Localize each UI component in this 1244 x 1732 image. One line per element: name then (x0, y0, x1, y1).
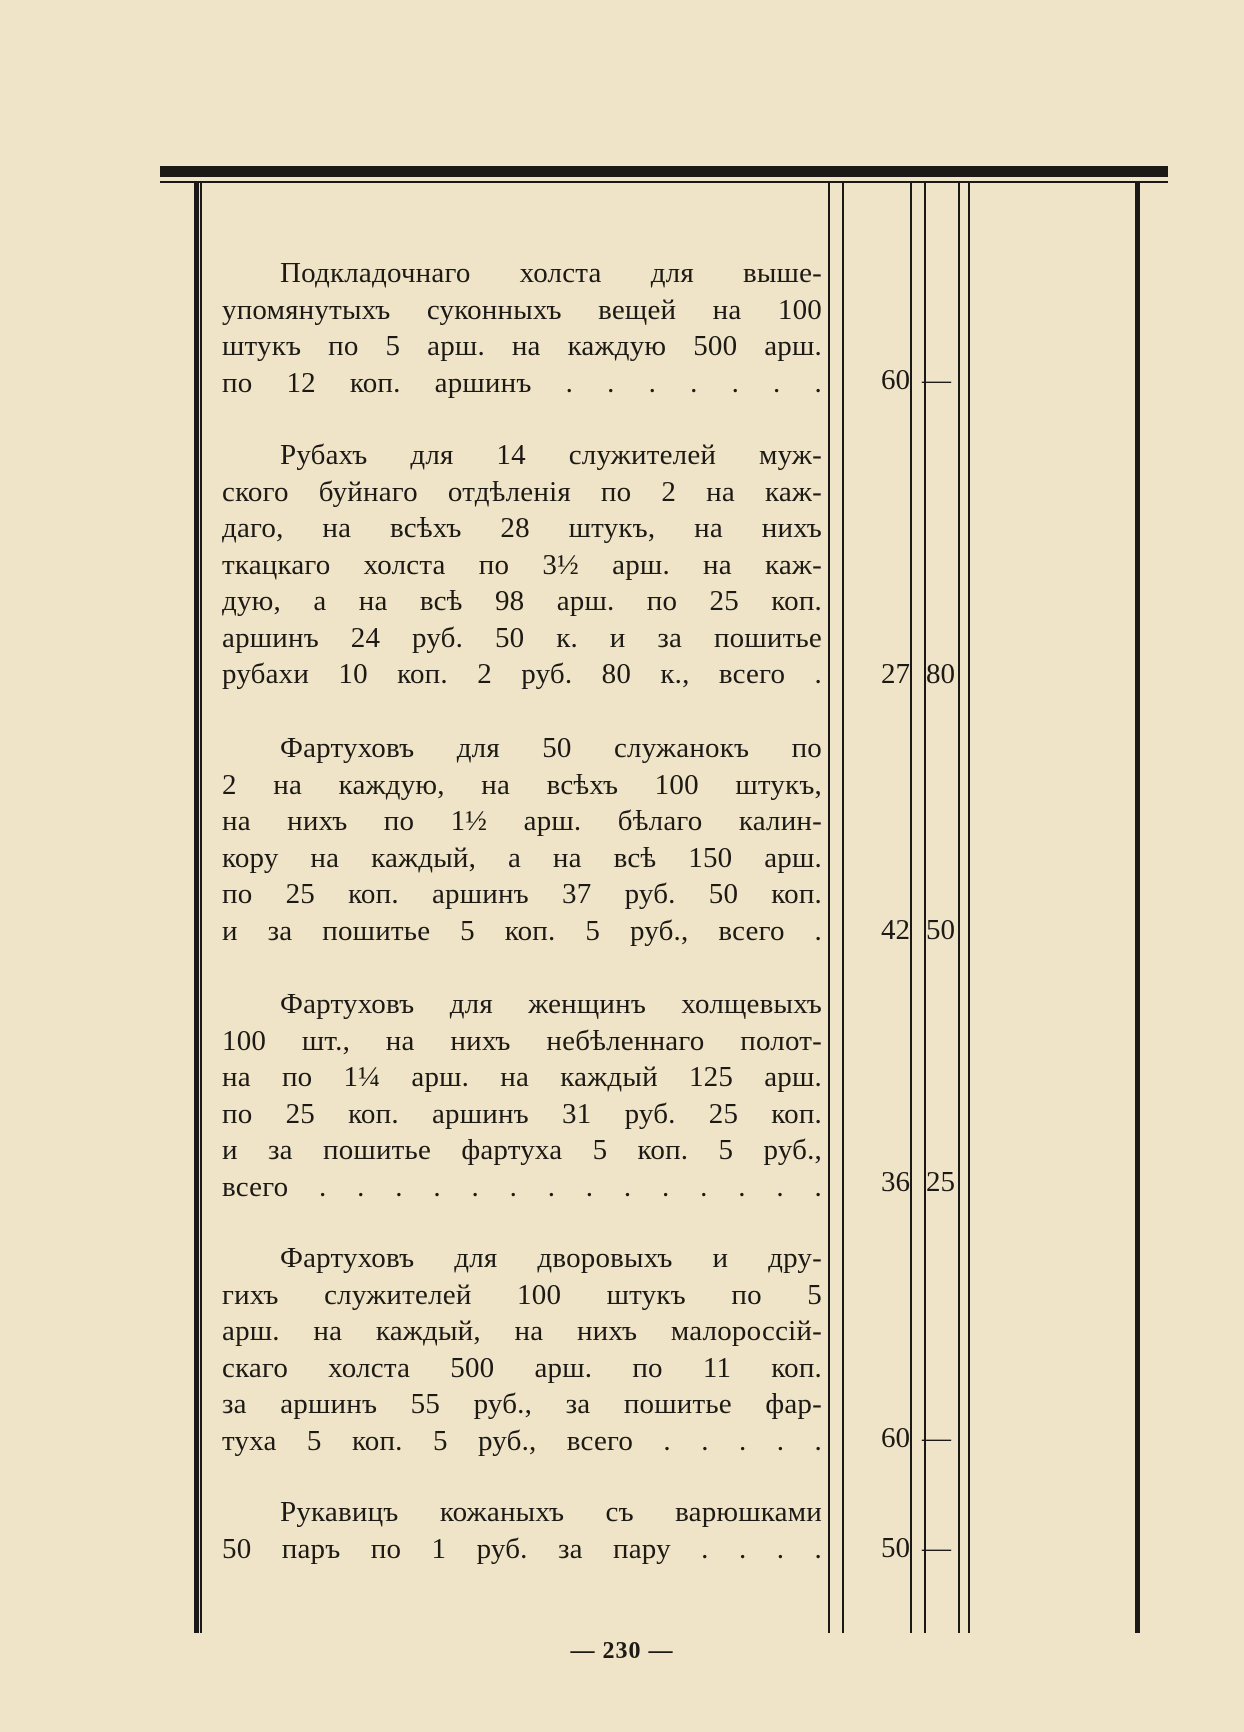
entry-line: туха 5 коп. 5 руб., всего . . . . . (222, 1424, 822, 1457)
entry-line: Фартуховъ для женщинъ холщевыхъ (280, 988, 822, 1020)
left-border-inner (200, 183, 202, 1633)
column-divider-text (828, 183, 830, 1633)
entry-line: Подкладочнаго холста для выше- (280, 257, 822, 289)
amount-rub: 36 (881, 1166, 910, 1198)
column-divider-kop (924, 183, 926, 1633)
entry-line: рубахи 10 коп. 2 руб. 80 к., всего . (222, 658, 822, 690)
right-border (1135, 183, 1140, 1633)
entry-line: всего . . . . . . . . . . . . . . (222, 1170, 822, 1203)
entry-line: по 12 коп. аршинъ . . . . . . . (222, 366, 822, 399)
entry-line: за аршинъ 55 руб., за пошитье фар- (222, 1388, 822, 1420)
entry-2 (222, 437, 822, 693)
entry-line: и за пошитье 5 коп. 5 руб., всего . (222, 914, 822, 947)
entry-line: гихъ служителей 100 штукъ по 5 (222, 1278, 822, 1311)
entry-4 (222, 986, 822, 1205)
left-border (194, 183, 199, 1633)
top-rule-thin (160, 181, 1168, 183)
entry-line: по 25 коп. аршинъ 37 руб. 50 коп. (222, 878, 822, 910)
entry-line: скаго холста 500 арш. по 11 коп. (222, 1351, 822, 1384)
amount-rub: 60 (881, 364, 910, 396)
top-rule (160, 166, 1168, 177)
entry-line: Рукавицъ кожаныхъ съ варюшками (280, 1496, 822, 1528)
entry-line: 2 на каждую, на всѣхъ 100 штукъ, (222, 768, 822, 801)
column-divider-end (968, 183, 970, 1633)
column-divider-text-inner (842, 183, 844, 1633)
entry-line: аршинъ 24 руб. 50 к. и за пошитье (222, 621, 822, 654)
entry-line: на по 1¼ арш. на каждый 125 арш. (222, 1061, 822, 1093)
entry-line: по 25 коп. аршинъ 31 руб. 25 коп. (222, 1097, 822, 1130)
column-divider-rub (910, 183, 912, 1633)
entry-line: упомянутыхъ суконныхъ вещей на 100 (222, 293, 822, 326)
entry-line: 100 шт., на нихъ небѣленнаго полот- (222, 1024, 822, 1057)
amount-rub: 42 (881, 914, 910, 946)
entry-line: даго, на всѣхъ 28 штукъ, на нихъ (222, 512, 822, 544)
entry-line: Фартуховъ для 50 служанокъ по (280, 732, 822, 764)
entry-line: и за пошитье фартуха 5 коп. 5 руб., (222, 1134, 822, 1166)
entry-line: Фартуховъ для дворовыхъ и дру- (280, 1242, 822, 1274)
amount-rub: 27 (881, 658, 910, 690)
entry-3 (222, 730, 822, 949)
entry-6 (222, 1494, 822, 1567)
entry-line: дую, а на всѣ 98 арш. по 25 коп. (222, 585, 822, 617)
entry-line: ткацкаго холста по 3½ арш. на каж- (222, 548, 822, 581)
amount-kop: 80 (926, 658, 955, 690)
amount-kop: — (922, 1532, 951, 1564)
amount-kop: 25 (926, 1166, 955, 1198)
entry-line: штукъ по 5 арш. на каждую 500 арш. (222, 330, 822, 362)
entry-line: ского буйнаго отдѣленія по 2 на каж- (222, 475, 822, 508)
entry-line: арш. на каждый, на нихъ малороссій- (222, 1315, 822, 1347)
entry-line: кору на каждый, а на всѣ 150 арш. (222, 841, 822, 874)
entry-line: 50 паръ по 1 руб. за пару . . . . (222, 1532, 822, 1565)
entry-1 (222, 255, 822, 401)
column-divider-kop-right (958, 183, 960, 1633)
entry-line: Рубахъ для 14 служителей муж- (280, 439, 822, 471)
entry-5 (222, 1240, 822, 1459)
amount-kop: 50 (926, 914, 955, 946)
amount-rub: 60 (881, 1422, 910, 1454)
amount-kop: — (922, 364, 951, 396)
amount-kop: — (922, 1422, 951, 1454)
amount-rub: 50 (881, 1532, 910, 1564)
entry-line: на нихъ по 1½ арш. бѣлаго калин- (222, 805, 822, 837)
page-number: — 230 — (570, 1638, 674, 1664)
